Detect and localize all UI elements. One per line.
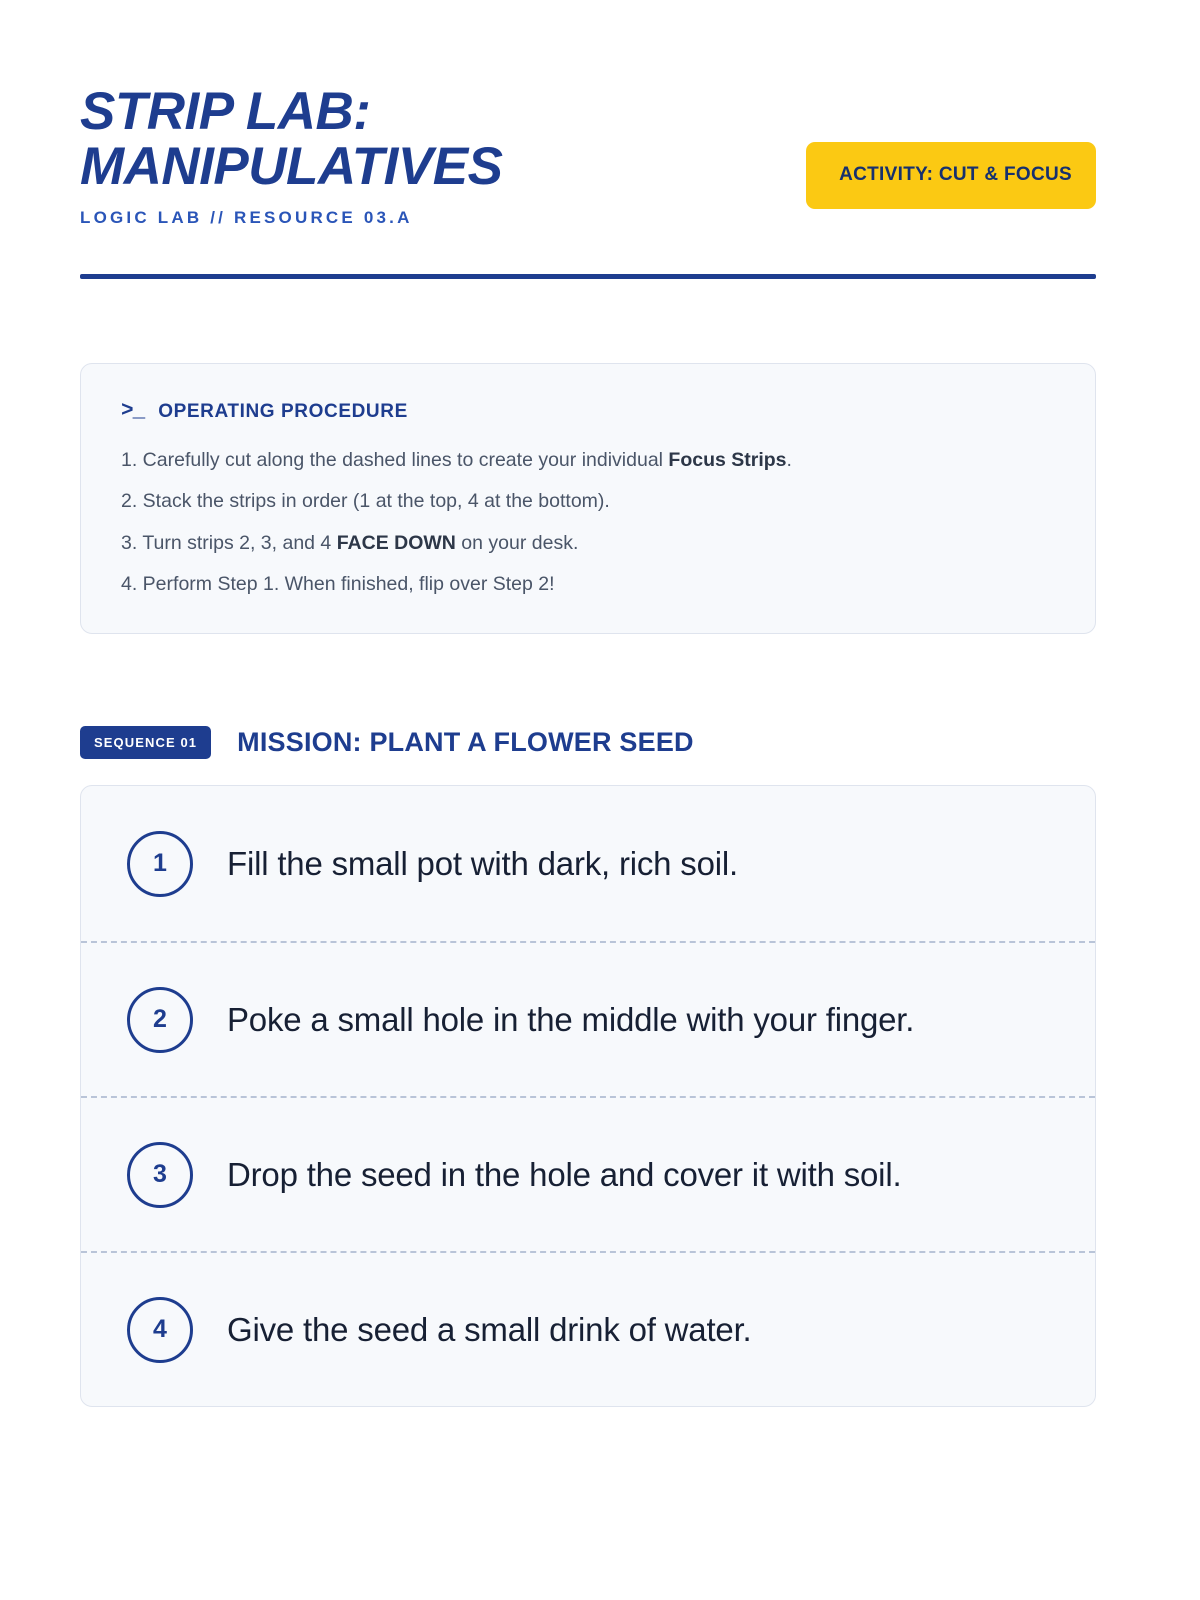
procedure-step-prefix: 4. Perform Step 1. When finished, flip over Step 2! — [121, 572, 555, 595]
terminal-prompt-icon: >_ — [121, 400, 145, 424]
strip-list — [80, 785, 1096, 1407]
strip-text: Drop the seed in the hole and cover it with soil. — [227, 1155, 902, 1193]
sequence-header — [80, 726, 1096, 759]
procedure-step-prefix: 2. Stack the strips in order (1 at the top, 4 at the bottom). — [121, 490, 610, 513]
strip-number: 2 — [127, 987, 193, 1053]
page-header — [80, 78, 1096, 228]
strip-number: 4 — [127, 1297, 193, 1363]
page-subtitle: LOGIC LAB // RESOURCE 03.A — [80, 208, 413, 228]
sequence-title: MISSION: PLANT A FLOWER SEED — [237, 727, 694, 758]
procedure-step-emphasis: FACE DOWN — [336, 531, 456, 554]
procedure-step-prefix: 1. Carefully cut along the dashed lines to create your individual — [121, 449, 669, 472]
procedure-header — [121, 400, 1055, 423]
activity-badge: ACTIVITY: CUT & FOCUS — [806, 142, 1096, 209]
procedure-step-prefix: 3. Turn strips 2, 3, and 4 — [121, 531, 337, 554]
procedure-step-suffix: . — [786, 449, 792, 472]
operating-procedure-panel — [80, 363, 1096, 634]
procedure-step — [121, 445, 1055, 475]
title-block — [80, 78, 700, 228]
strip-item — [81, 941, 1095, 1096]
strip-number: 3 — [127, 1142, 193, 1208]
procedure-title: OPERATING PROCEDURE — [158, 400, 408, 422]
procedure-step — [121, 569, 1055, 599]
procedure-step-suffix: on your desk. — [455, 531, 579, 554]
header-divider — [80, 274, 1096, 279]
strip-item — [81, 786, 1095, 941]
strip-text: Fill the small pot with dark, rich soil. — [227, 844, 738, 882]
page-title: STRIP LAB: MANIPULATIVES — [80, 82, 503, 197]
procedure-step-emphasis: Focus Strips — [668, 449, 787, 472]
sequence-badge: SEQUENCE 01 — [80, 726, 211, 759]
strip-item — [81, 1096, 1095, 1251]
strip-text: Poke a small hole in the middle with your finger. — [227, 1000, 915, 1038]
procedure-step — [121, 486, 1055, 516]
procedure-step — [121, 528, 1055, 558]
strip-item — [81, 1251, 1095, 1406]
strip-text: Give the seed a small drink of water. — [227, 1310, 752, 1348]
strip-number: 1 — [127, 831, 193, 897]
